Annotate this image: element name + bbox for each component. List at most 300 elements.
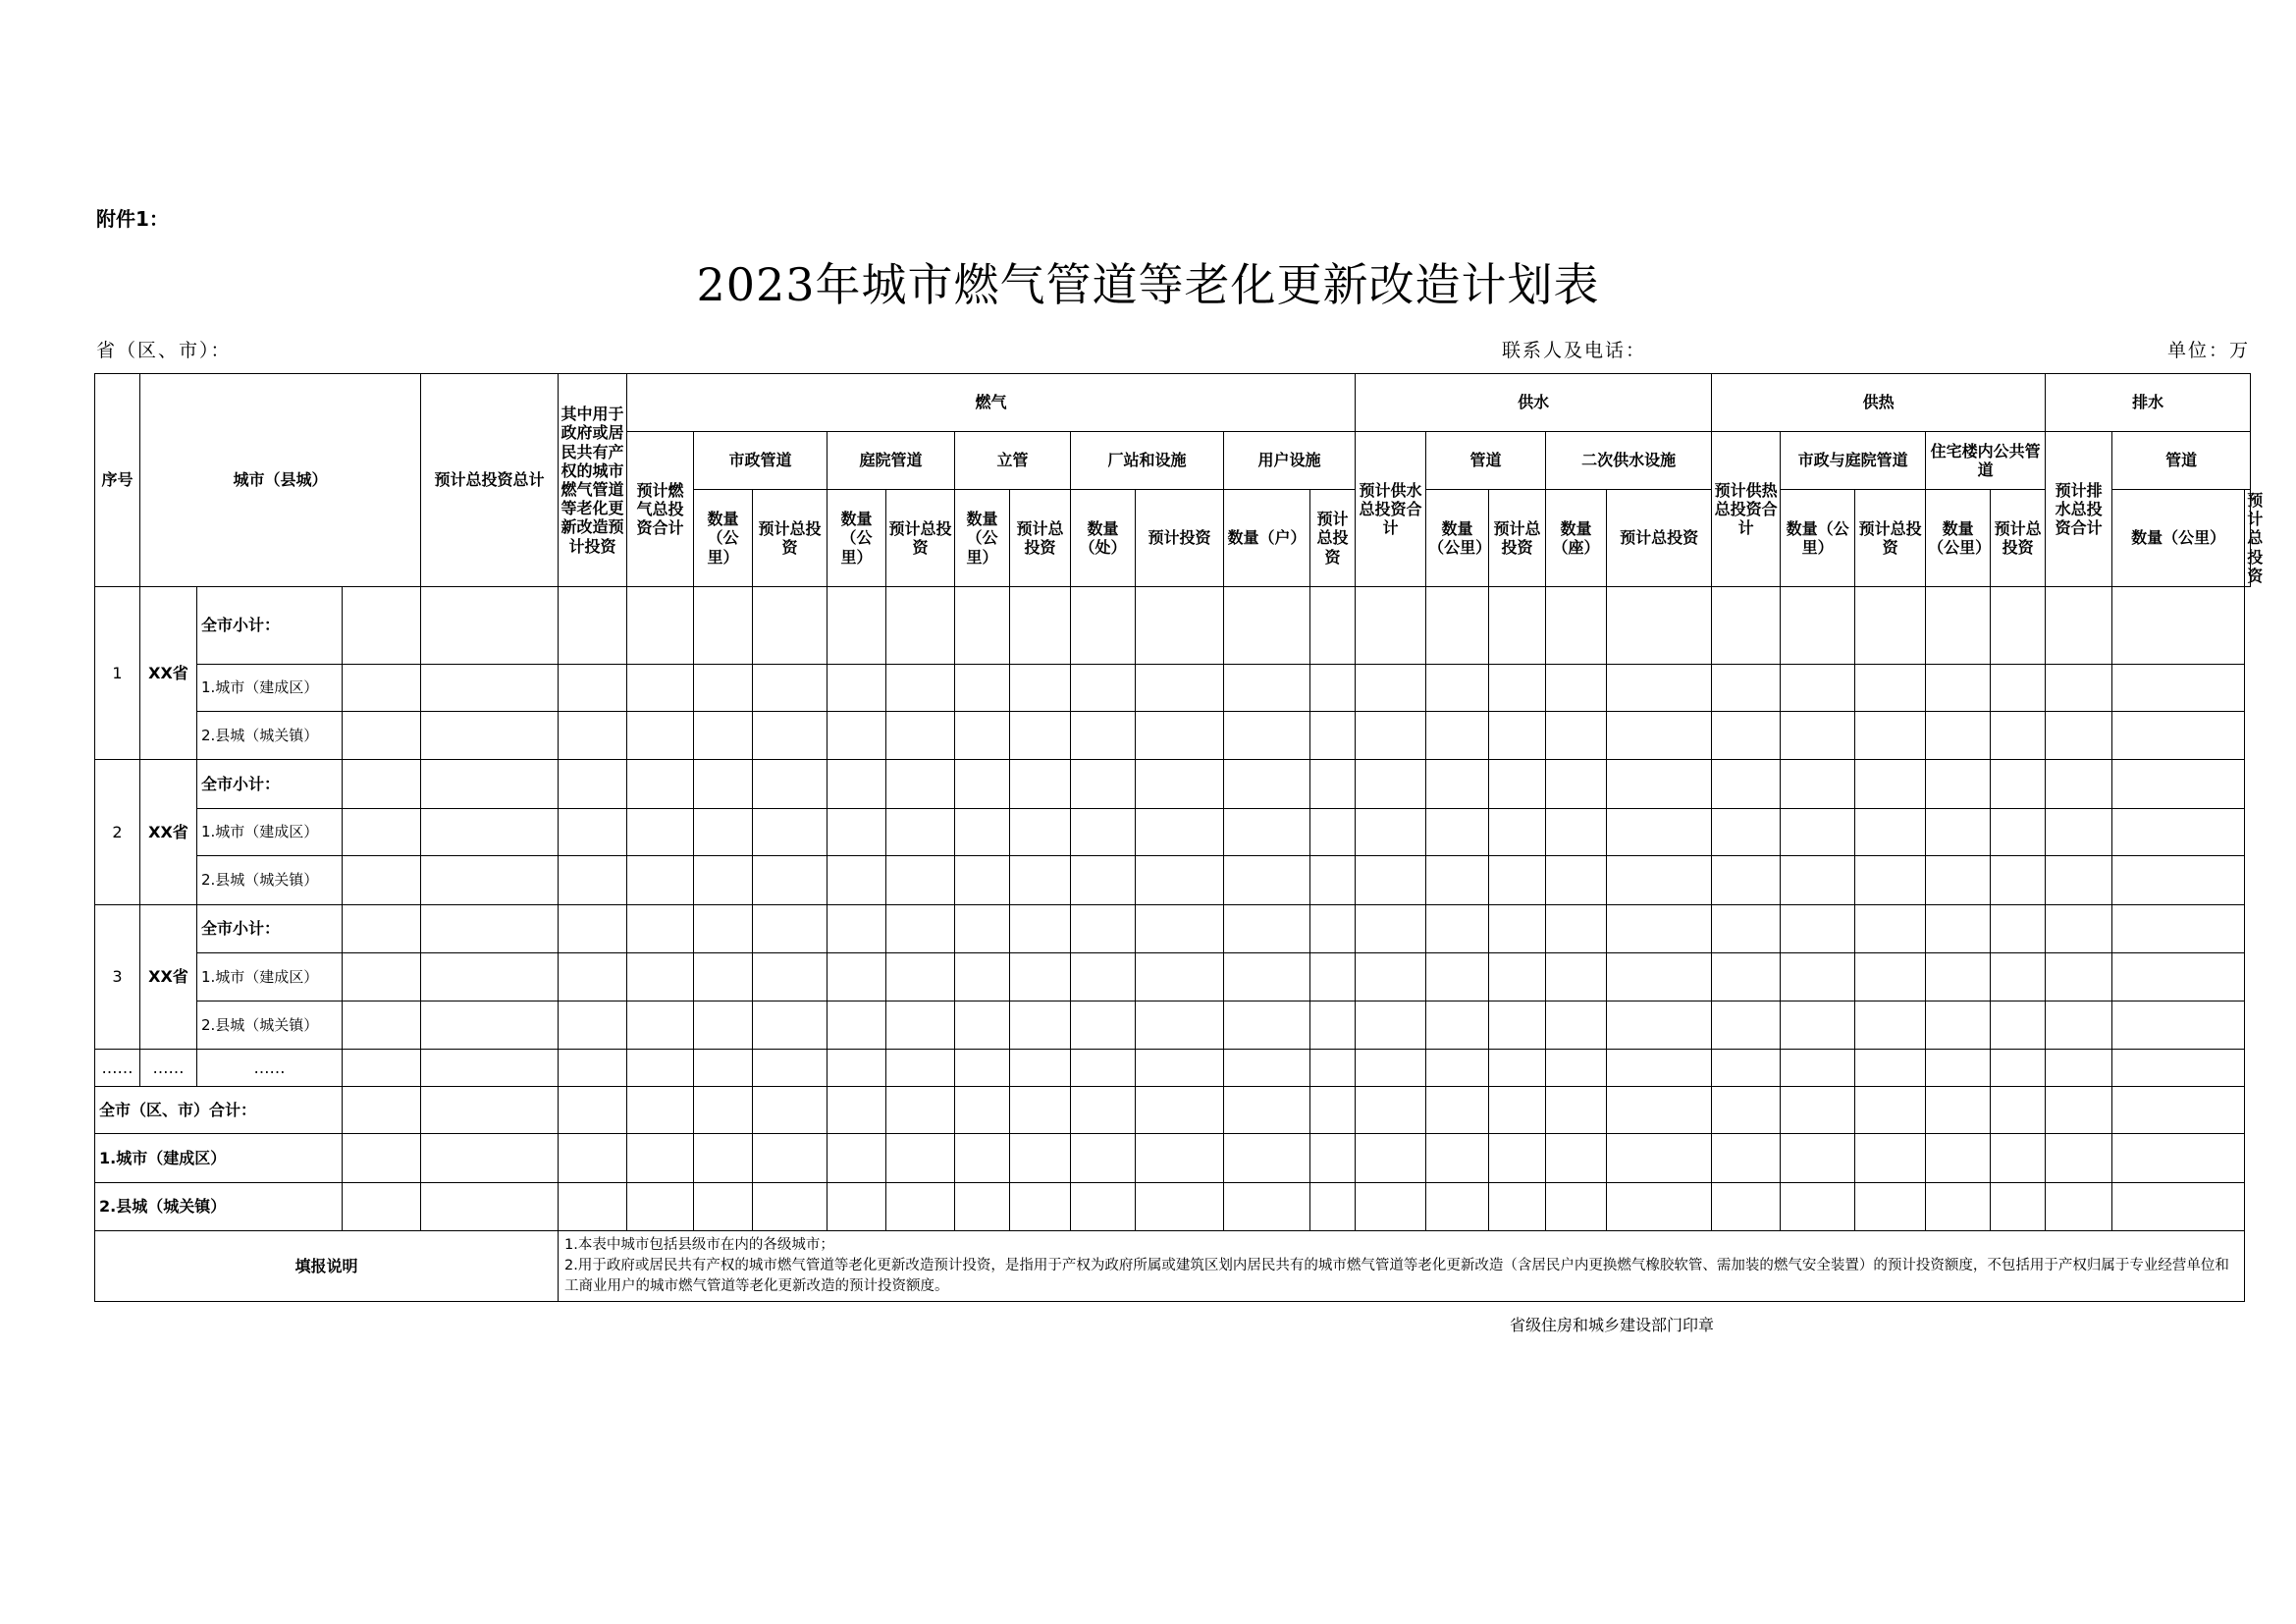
data-cell [1607,1086,1712,1133]
data-cell [627,664,694,711]
data-cell [1855,586,1926,664]
data-cell [559,1001,627,1049]
data-cell [1489,1182,1546,1230]
data-cell [1426,1001,1489,1049]
subtotal-label: 全市小计： [197,586,343,664]
data-cell [1310,952,1356,1001]
total-city-row [95,1133,2251,1182]
data-cell [1071,904,1136,952]
data-cell [1010,952,1071,1001]
data-cell [1781,1182,1855,1230]
data-cell [343,1133,421,1182]
data-cell [627,711,694,759]
data-cell [955,1133,1010,1182]
subtotal-row [95,904,2251,952]
data-cell [2046,664,2112,711]
data-cell [1712,1086,1781,1133]
data-cell [828,759,886,808]
data-cell [559,855,627,904]
data-cell [1926,1049,1991,1086]
data-cell [421,952,559,1001]
data-cell [1991,1049,2046,1086]
data-cell [1310,586,1356,664]
data-cell [1991,904,2046,952]
data-cell [1712,904,1781,952]
data-cell [2046,1001,2112,1049]
data-cell [1926,1182,1991,1230]
data-cell [421,1182,559,1230]
data-cell [1926,855,1991,904]
data-cell [1136,664,1224,711]
data-cell [2112,1049,2245,1086]
data-cell [1546,586,1607,664]
data-cell [559,1049,627,1086]
data-cell [1991,586,2046,664]
data-cell [1607,904,1712,952]
data-cell [1224,1182,1310,1230]
data-cell [886,1049,955,1086]
col-gas-courtyard: 庭院管道 [828,432,955,490]
province-label: 省（区、市）： [96,340,232,361]
data-cell [1546,1001,1607,1049]
data-cell [2112,855,2245,904]
data-cell [1356,904,1426,952]
col-water-secondary: 二次供水设施 [1546,432,1712,490]
data-cell [1546,759,1607,808]
data-cell [627,904,694,952]
col-water-pipe: 管道 [1426,432,1546,490]
data-cell [1607,711,1712,759]
data-cell [627,1182,694,1230]
col-city: 城市（县城） [140,374,421,587]
data-cell [1356,1182,1426,1230]
sub-invest: 预计总投资 [1607,490,1712,587]
data-cell [886,1133,955,1182]
data-cell [1546,855,1607,904]
data-cell [1136,759,1224,808]
col-drain-pipe: 管道 [2112,432,2251,490]
data-cell [694,1133,753,1182]
data-cell [1991,952,2046,1001]
data-cell [955,855,1010,904]
data-cell [694,855,753,904]
data-cell [559,759,627,808]
data-cell [1546,711,1607,759]
data-cell [694,1182,753,1230]
data-cell [753,759,828,808]
data-cell [1071,1049,1136,1086]
data-cell [886,586,955,664]
col-gas-user: 用户设施 [1224,432,1356,490]
county-row [95,855,2251,904]
data-cell [1489,808,1546,855]
data-cell [753,855,828,904]
sub-qty: 数量（座） [1546,490,1607,587]
sub-qty: 数量（户） [1224,490,1310,587]
data-cell [627,855,694,904]
data-cell [1489,711,1546,759]
data-cell [886,711,955,759]
data-cell [1607,664,1712,711]
data-cell [1010,759,1071,808]
subtotal-label: 全市小计： [197,904,343,952]
data-cell [828,711,886,759]
sub-invest: 预计总投资 [1010,490,1071,587]
data-cell [1712,1182,1781,1230]
data-cell [1855,759,1926,808]
total-county-label: 2.县城（城关镇） [95,1182,343,1230]
data-cell [955,759,1010,808]
data-cell [1310,1086,1356,1133]
data-cell [955,1001,1010,1049]
col-gas-municipal: 市政管道 [694,432,828,490]
data-cell [1781,952,1855,1001]
data-cell [1310,1182,1356,1230]
data-cell [1426,1086,1489,1133]
data-cell [1607,952,1712,1001]
col-water-total: 预计供水总投资合计 [1356,432,1426,587]
data-cell [753,664,828,711]
group-water: 供水 [1356,374,1712,432]
data-cell [1010,664,1071,711]
group-gas: 燃气 [627,374,1356,432]
data-cell [1489,855,1546,904]
data-cell [421,1049,559,1086]
data-cell [1991,1086,2046,1133]
page-title: 2023年城市燃气管道等老化更新改造计划表 [696,258,1600,311]
total-row [95,1086,2251,1133]
ellipsis: …… [140,1049,197,1086]
col-gov-part: 其中用于政府或居民共有产权的城市燃气管道等老化更新改造预计投资 [559,374,627,587]
data-cell [1136,808,1224,855]
data-cell [886,759,955,808]
data-cell [1712,586,1781,664]
data-cell [1356,586,1426,664]
sub-qty: 数量（公里） [694,490,753,587]
col-gas-total: 预计燃气总投资合计 [627,432,694,587]
data-cell [421,1001,559,1049]
data-cell [886,952,955,1001]
col-gas-station: 厂站和设施 [1071,432,1224,490]
total-city-label: 1.城市（建成区） [95,1133,343,1182]
city-row [95,808,2251,855]
data-cell [1855,1182,1926,1230]
data-cell [1489,1086,1546,1133]
data-cell [1071,664,1136,711]
data-cell [1855,952,1926,1001]
city-label: 1.城市（建成区） [197,952,343,1001]
data-cell [343,1182,421,1230]
data-cell [753,1182,828,1230]
data-cell [421,855,559,904]
data-cell [2046,711,2112,759]
data-cell [1781,586,1855,664]
unit-label: 单位：万 [2167,340,2251,361]
data-cell [1224,1086,1310,1133]
data-cell [1781,664,1855,711]
county-label: 2.县城（城关镇） [197,711,343,759]
data-cell [955,808,1010,855]
sub-invest: 预计总投资 [886,490,955,587]
data-cell [1426,808,1489,855]
data-cell [1781,759,1855,808]
data-cell [1426,1182,1489,1230]
data-cell [559,952,627,1001]
data-cell [955,1086,1010,1133]
data-cell [1071,711,1136,759]
sub-qty: 数量（公里） [1426,490,1489,587]
data-cell [1071,855,1136,904]
county-label: 2.县城（城关镇） [197,1001,343,1049]
data-cell [1136,586,1224,664]
data-cell [753,1001,828,1049]
ellipsis: …… [95,1049,140,1086]
data-cell [1224,904,1310,952]
row-province: XX省 [140,586,197,759]
data-cell [694,952,753,1001]
data-cell [1356,1001,1426,1049]
data-cell [421,759,559,808]
sub-qty: 数量（公里） [2112,490,2245,587]
data-cell [694,1001,753,1049]
data-cell [2112,759,2245,808]
data-cell [2046,1133,2112,1182]
data-cell [1010,808,1071,855]
data-cell [1607,808,1712,855]
data-cell [627,1133,694,1182]
plan-table [94,373,2264,1302]
data-cell [1071,586,1136,664]
row-seq: 2 [95,759,140,904]
ellipsis: …… [197,1049,343,1086]
data-cell [2112,1133,2245,1182]
group-drain: 排水 [2046,374,2251,432]
sub-qty: 数量（公里） [955,490,1010,587]
data-cell [421,1133,559,1182]
row-seq: 3 [95,904,140,1049]
data-cell [1426,1049,1489,1086]
data-cell [1010,586,1071,664]
data-cell [828,904,886,952]
sub-qty: 数量（公里） [828,490,886,587]
data-cell [2112,904,2245,952]
data-cell [1712,711,1781,759]
data-cell [1356,711,1426,759]
data-cell [886,1086,955,1133]
data-cell [1426,1133,1489,1182]
data-cell [694,1086,753,1133]
county-label: 2.县城（城关镇） [197,855,343,904]
stamp-label: 省级住房和城乡建设部门印章 [1510,1316,1715,1334]
data-cell [1546,664,1607,711]
data-cell [1546,1086,1607,1133]
col-drain-total: 预计排水总投资合计 [2046,432,2112,587]
data-cell [1010,1001,1071,1049]
data-cell [343,711,421,759]
data-cell [2112,808,2245,855]
data-cell [828,586,886,664]
data-cell [343,1001,421,1049]
data-cell [1855,1133,1926,1182]
data-cell [421,664,559,711]
data-cell [1426,759,1489,808]
sub-qty: 数量（处） [1071,490,1136,587]
data-cell [1781,808,1855,855]
data-cell [1855,1049,1926,1086]
data-cell [753,1133,828,1182]
data-cell [1224,664,1310,711]
city-row [95,664,2251,711]
data-cell [627,586,694,664]
col-heat-building: 住宅楼内公共管道 [1926,432,2046,490]
data-cell [1546,1182,1607,1230]
data-cell [627,1049,694,1086]
data-cell [1607,855,1712,904]
data-cell [1607,759,1712,808]
data-cell [1224,711,1310,759]
data-cell [1310,1001,1356,1049]
data-cell [1224,1049,1310,1086]
data-cell [2046,1086,2112,1133]
data-cell [955,1182,1010,1230]
data-cell [1136,711,1224,759]
data-cell [955,952,1010,1001]
data-cell [886,855,955,904]
data-cell [1071,759,1136,808]
data-cell [1356,808,1426,855]
data-cell [828,855,886,904]
data-cell [828,952,886,1001]
data-cell [343,759,421,808]
data-cell [955,664,1010,711]
subtotal-row [95,586,2251,664]
col-heat-muni-court: 市政与庭院管道 [1781,432,1926,490]
data-cell [1489,904,1546,952]
data-cell [1607,1049,1712,1086]
data-cell [559,664,627,711]
sub-invest: 预计总投资 [753,490,828,587]
data-cell [1136,1049,1224,1086]
data-cell [1310,855,1356,904]
data-cell [955,711,1010,759]
data-cell [1224,952,1310,1001]
data-cell [1310,664,1356,711]
data-cell [559,808,627,855]
data-cell [1224,1001,1310,1049]
data-cell [955,1049,1010,1086]
data-cell [886,904,955,952]
data-cell [343,952,421,1001]
data-cell [1926,1001,1991,1049]
data-cell [1071,1182,1136,1230]
data-cell [1136,904,1224,952]
data-cell [1712,664,1781,711]
data-cell [1607,1133,1712,1182]
data-cell [343,855,421,904]
data-cell [1010,855,1071,904]
data-cell [1926,808,1991,855]
subtotal-label: 全市小计： [197,759,343,808]
data-cell [694,711,753,759]
data-cell [559,1182,627,1230]
data-cell [1991,1133,2046,1182]
data-cell [694,1049,753,1086]
data-cell [1855,664,1926,711]
data-cell [1136,1001,1224,1049]
data-cell [694,586,753,664]
data-cell [1071,808,1136,855]
data-cell [1607,1001,1712,1049]
col-seq: 序号 [95,374,140,587]
data-cell [1926,1133,1991,1182]
data-cell [886,1182,955,1230]
data-cell [1546,904,1607,952]
data-cell [1781,1049,1855,1086]
data-cell [1855,711,1926,759]
data-cell [1712,808,1781,855]
data-cell [753,808,828,855]
county-row [95,1001,2251,1049]
data-cell [1712,1049,1781,1086]
data-cell [421,711,559,759]
data-cell [2046,952,2112,1001]
data-cell [1310,1049,1356,1086]
data-cell [828,1182,886,1230]
data-cell [1855,855,1926,904]
data-cell [828,664,886,711]
data-cell [343,586,421,664]
data-cell [343,1086,421,1133]
note-line: 1.本表中城市包括县级市在内的各级城市； [564,1236,834,1253]
data-cell [1136,952,1224,1001]
data-cell [828,1001,886,1049]
data-cell [559,586,627,664]
data-cell [2112,1182,2245,1230]
data-cell [2046,808,2112,855]
data-cell [1712,1001,1781,1049]
data-cell [1781,1001,1855,1049]
city-label: 1.城市（建成区） [197,664,343,711]
sub-invest: 预计总投资 [1991,490,2046,587]
attachment-label: 附件1： [96,207,169,231]
notes-row [95,1230,2251,1301]
data-cell [1489,664,1546,711]
data-cell [559,1133,627,1182]
data-cell [627,1086,694,1133]
data-cell [627,1001,694,1049]
sub-invest: 预计总投资 [1310,490,1356,587]
data-cell [1712,855,1781,904]
data-cell [1991,808,2046,855]
sub-qty: 数量（公里） [1781,490,1855,587]
data-cell [1310,759,1356,808]
data-cell [421,808,559,855]
data-cell [1071,1001,1136,1049]
county-row [95,711,2251,759]
sub-invest: 预计总投资 [1489,490,1546,587]
data-cell [2112,952,2245,1001]
data-cell [1991,1001,2046,1049]
data-cell [1071,1133,1136,1182]
data-cell [1781,1086,1855,1133]
data-cell [2046,1182,2112,1230]
data-cell [1224,759,1310,808]
data-cell [343,1049,421,1086]
data-cell [1136,1133,1224,1182]
contact-label: 联系人及电话： [1502,340,1647,361]
data-cell [1426,904,1489,952]
data-cell [559,711,627,759]
